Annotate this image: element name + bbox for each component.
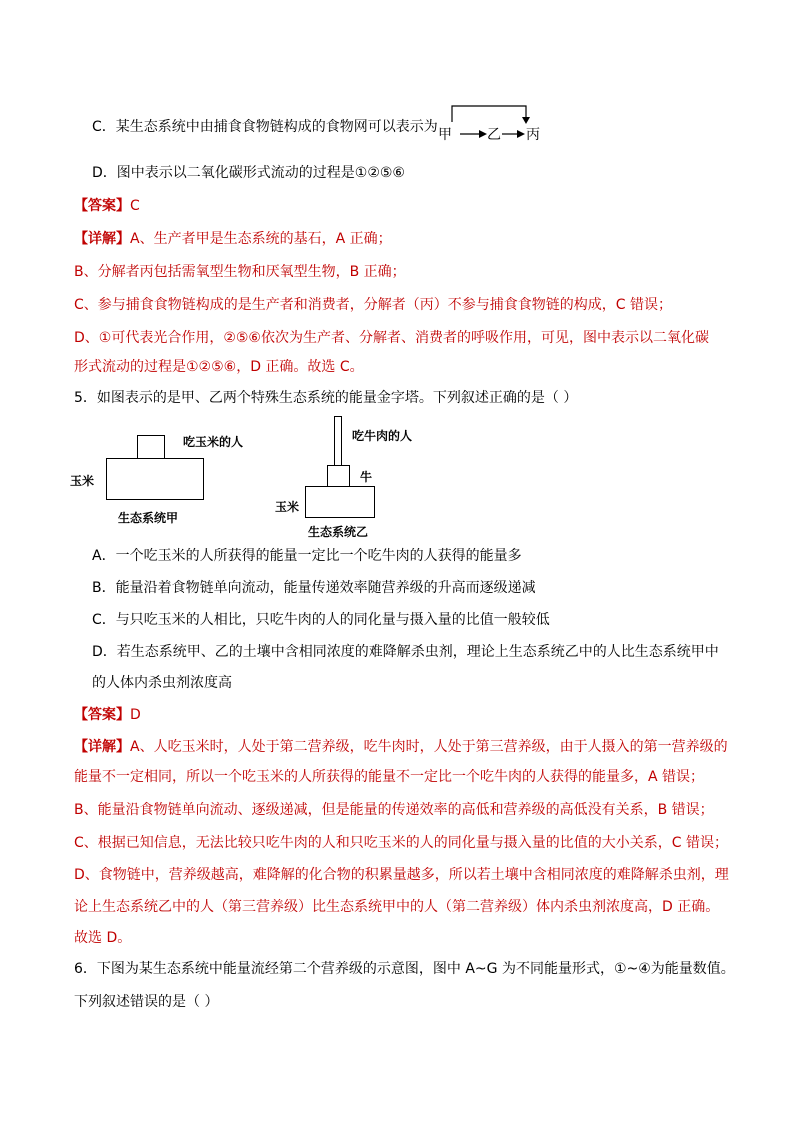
pyramid-b-top-block <box>334 416 342 466</box>
pyramid-b-mid-label: 牛 <box>360 470 373 484</box>
foodweb-node-jia: 甲 <box>438 127 452 143</box>
q5-option-d: D．若生态系统甲、乙的土壤中含相同浓度的难降解杀虫剂，理论上生态系统乙中的人比生态系统甲中 <box>92 644 719 660</box>
option-c-text: C．某生态系统中由捕食食物链构成的食物网可以表示为 <box>92 119 438 135</box>
q5-detail-line-5: D、食物链中，营养级越高，难降解的化合物的积累量越多，所以若土壤中含相同浓度的难降解杀虫剂，理 <box>74 867 729 883</box>
foodweb-node-yi: 乙 <box>487 127 501 143</box>
q5-answer <box>74 705 141 725</box>
foodweb-node-bing: 丙 <box>526 127 540 143</box>
pyramid-a-top-block <box>137 435 165 459</box>
q4-detail-line-4: D、①可代表光合作用，②⑤⑥依次为生产者、分解者、消费者的呼吸作用，可见，图中表示以二氧化碳 <box>74 330 709 346</box>
q5-option-c: C．与只吃玉米的人相比，只吃牛肉的人的同化量与摄入量的比值一般较低 <box>92 612 550 628</box>
q5-option-b: B．能量沿着食物链单向流动，能量传递效率随营养级的升高而逐级递减 <box>92 580 536 596</box>
q5-detail-line-7: 故选 D。 <box>74 930 132 946</box>
q5-detail-line-4: C、根据已知信息，无法比较只吃牛肉的人和只吃玉米的人的同化量与摄入量的比值的大小关系，C 错误； <box>74 835 728 851</box>
answer-label: 【答案】 <box>74 707 130 723</box>
q5-detail-line-3: B、能量沿食物链单向流动、逐级递减，但是能量的传递效率的高低和营养级的高低没有关系，B 错误； <box>74 802 714 818</box>
q5-detail-line-1: 【详解】A、人吃玉米时，人处于第二营养级，吃牛肉时，人处于第三营养级，由于人摄入的第一营养级的 <box>74 739 728 755</box>
q4-detail-line-1: 【详解】A、生产者甲是生态系统的基石，A 正确； <box>74 231 392 247</box>
q5-option-d-cont: 的人体内杀虫剂浓度高 <box>92 675 232 691</box>
q5-detail-line-6: 论上生态系统乙中的人（第三营养级）比生态系统甲中的人（第二营养级）体内杀虫剂浓度高，D 正确。 <box>74 899 720 915</box>
pyramid-a-caption: 生态系统甲 <box>118 511 179 525</box>
pyramid-b-top-label: 吃牛肉的人 <box>352 429 413 443</box>
detail-label: 【详解】 <box>74 739 130 755</box>
pyramid-b-side-label: 玉米 <box>275 500 300 514</box>
q4-detail-line-5: 形式流动的过程是①②⑤⑥，D 正确。故选 C。 <box>74 359 364 375</box>
q4-answer <box>74 196 140 216</box>
answer-label: 【答案】 <box>74 198 130 214</box>
answer-value: D <box>130 707 141 723</box>
pyramid-b-base-block <box>305 486 375 518</box>
q5-detail-line-2: 能量不一定相同，所以一个吃玉米的人所获得的能量不一定比一个吃牛肉的人获得的能量多，A 错误； <box>74 769 705 785</box>
pyramid-b-caption: 生态系统乙 <box>308 525 369 539</box>
food-web-diagram <box>438 104 544 144</box>
q6-stem-line-1: 6．下图为某生态系统中能量流经第二个营养级的示意图，图中 A~G 为不同能量形式，①~④为能量数值。 <box>74 961 735 977</box>
option-d-text: D．图中表示以二氧化碳形式流动的过程是①②⑤⑥ <box>92 165 405 181</box>
pyramid-a-top-label: 吃玉米的人 <box>183 435 244 449</box>
q5-stem: 5．如图表示的是甲、乙两个特殊生态系统的能量金字塔。下列叙述正确的是（ ） <box>74 390 578 406</box>
answer-value: C <box>130 198 140 214</box>
pyramid-b-mid-block <box>327 465 350 487</box>
q6-stem-line-2: 下列叙述错误的是（ ） <box>74 994 219 1010</box>
energy-pyramid-figure <box>60 408 420 543</box>
pyramid-a-side-label: 玉米 <box>70 474 95 488</box>
detail-label: 【详解】 <box>74 231 130 247</box>
pyramid-a-base-block <box>106 458 204 500</box>
q4-detail-line-2: B、分解者丙包括需氧型生物和厌氧型生物，B 正确； <box>74 264 406 280</box>
q5-option-a: A．一个吃玉米的人所获得的能量一定比一个吃牛肉的人获得的能量多 <box>92 548 522 564</box>
q4-detail-line-3: C、参与捕食食物链构成的是生产者和消费者，分解者（丙）不参与捕食食物链的构成，C 错误； <box>74 297 672 313</box>
